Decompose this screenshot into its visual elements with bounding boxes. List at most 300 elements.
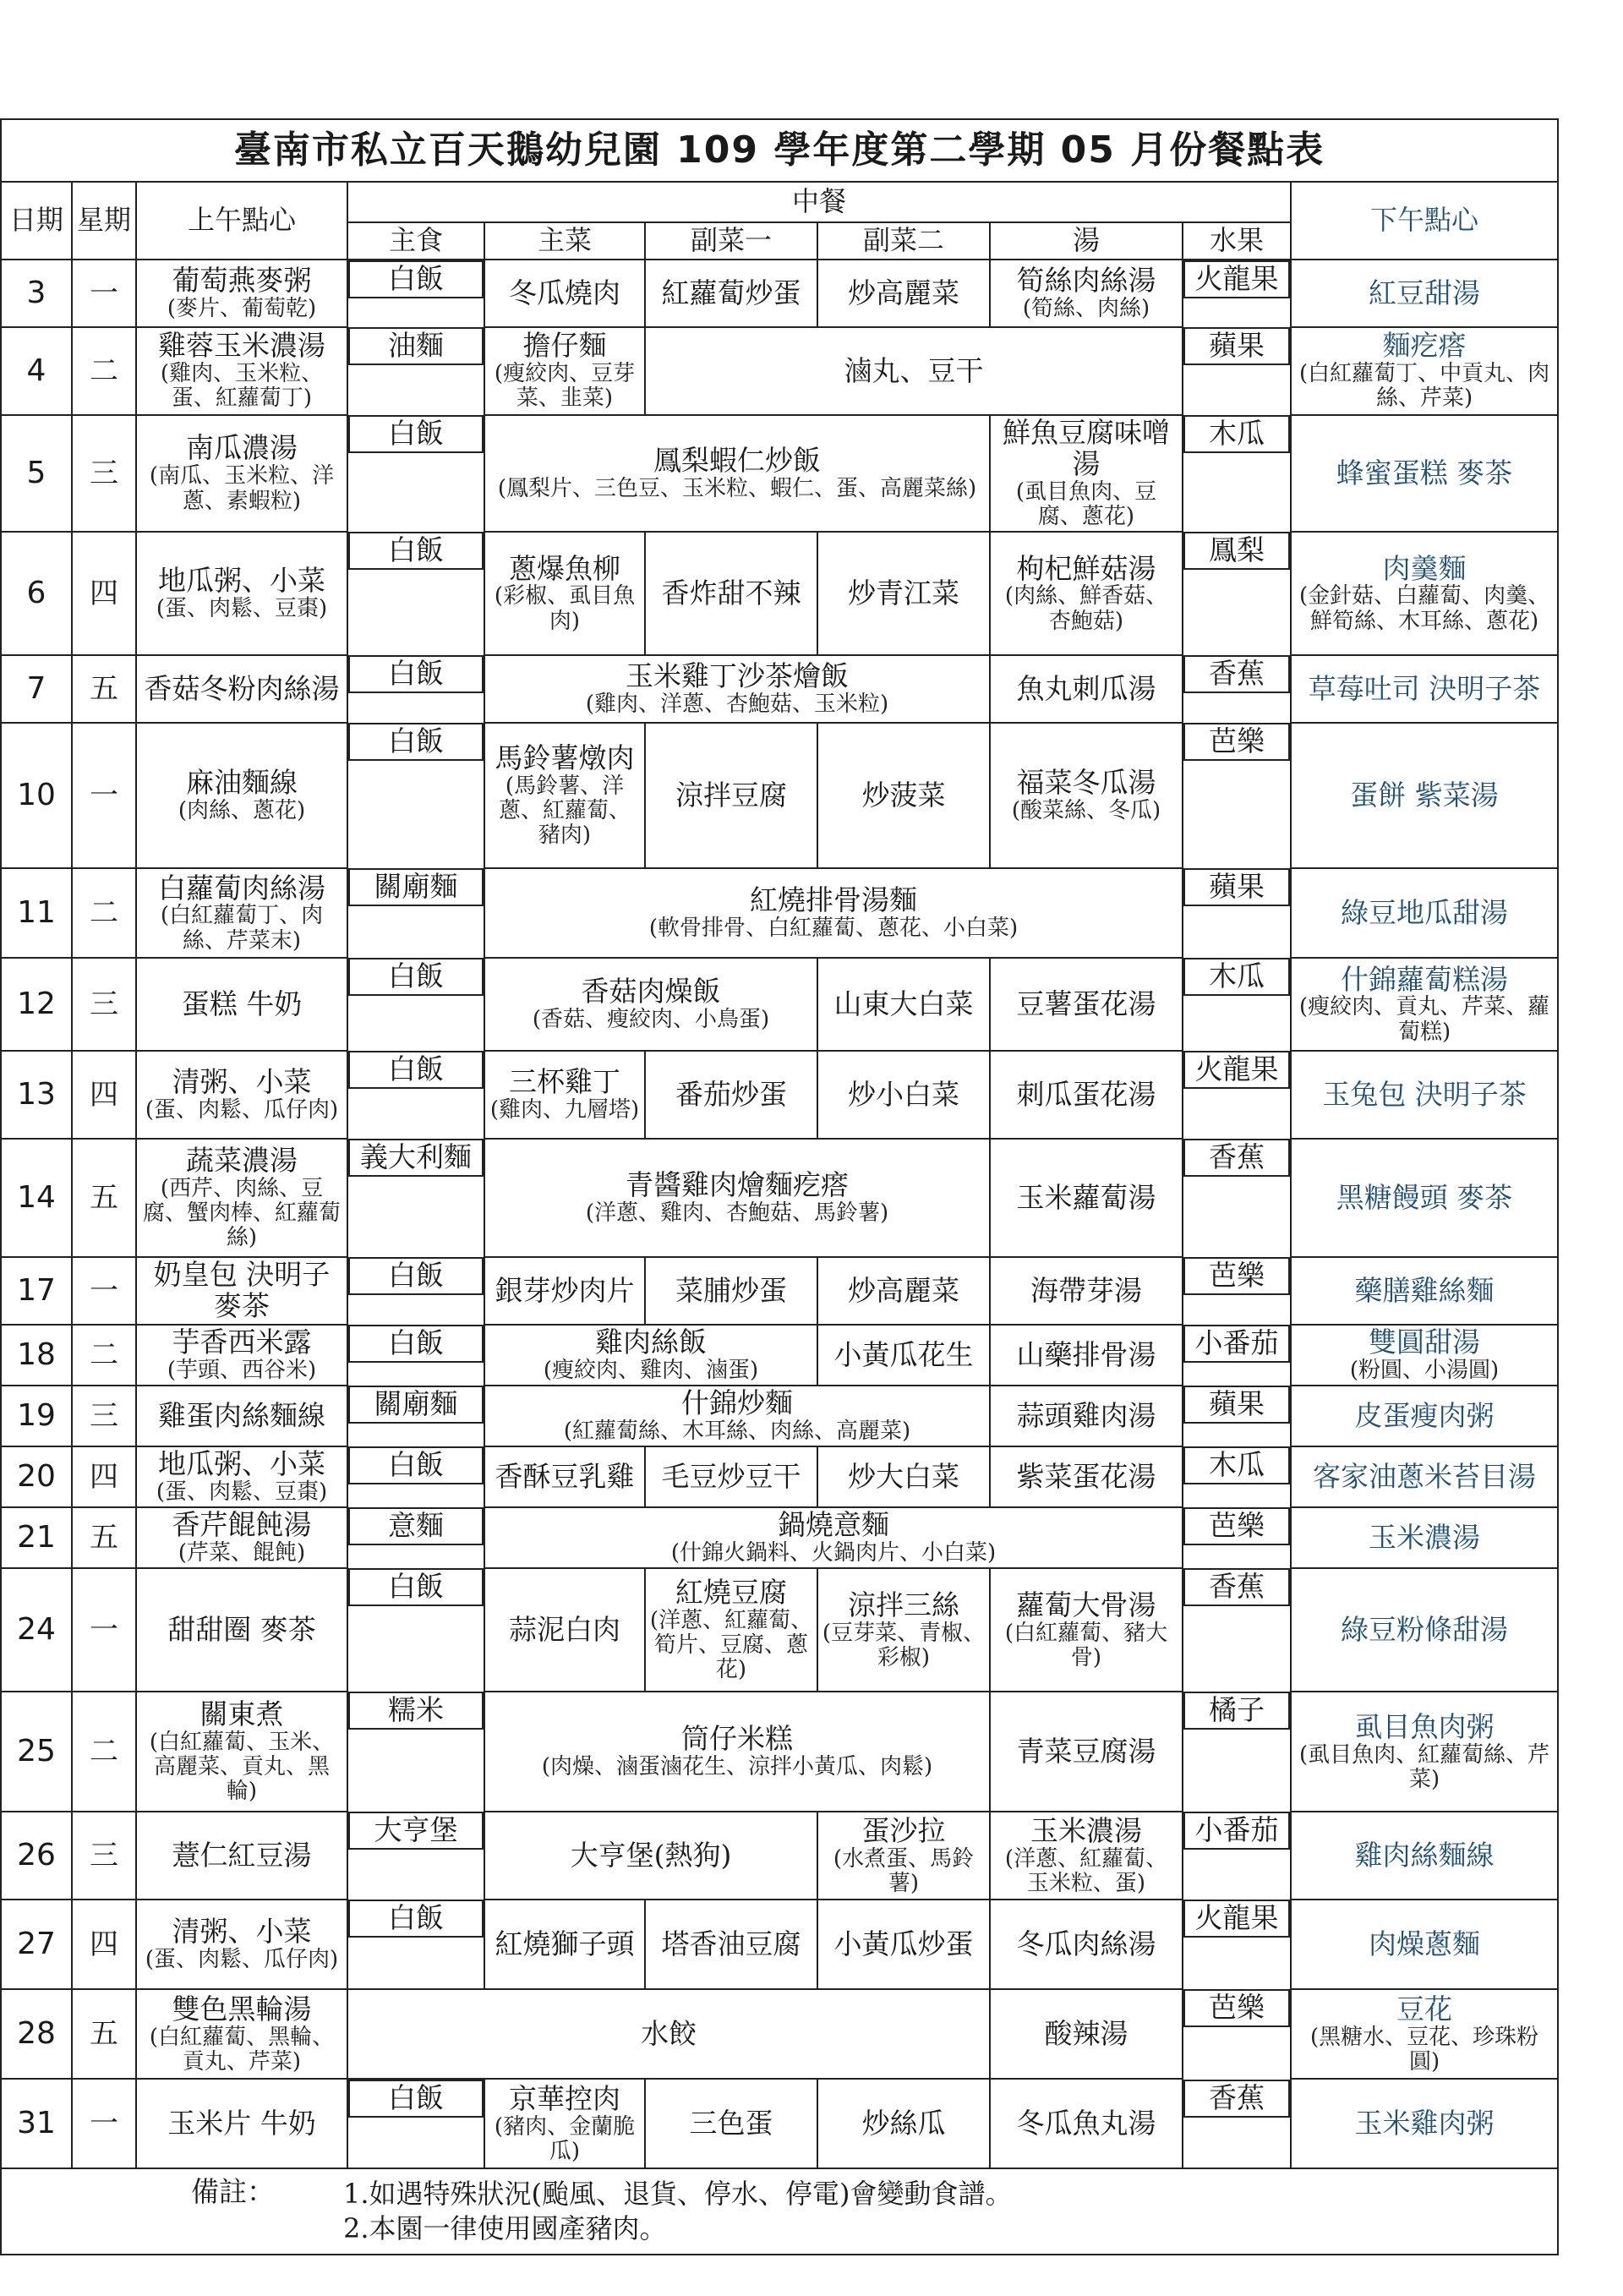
table-row <box>1 723 1558 868</box>
fruit-cell: 蘋果 <box>1183 868 1290 906</box>
side-dish-2-cell <box>817 958 990 1051</box>
header-morning-snack: 上午點心 <box>136 182 347 260</box>
date-cell: 26 <box>1 1812 72 1900</box>
morning-snack-cell-dish: 地瓜粥、小菜 <box>158 564 325 598</box>
soup-cell <box>990 655 1183 723</box>
soup-cell-dish: 玉米濃湯 <box>1030 1813 1142 1847</box>
main-dish-cell <box>484 327 645 415</box>
date-cell: 18 <box>1 1325 72 1386</box>
main-dish-cell-dish: 香菇肉燥飯 <box>581 975 721 1009</box>
header-lunch: 中餐 <box>347 182 1291 222</box>
main-dish-cell <box>484 2079 645 2168</box>
remarks-row <box>1 2168 1558 2255</box>
main-dish-cell <box>484 868 1183 958</box>
staple-cell: 白飯 <box>348 1568 484 1606</box>
table-row <box>1 1325 1558 1386</box>
afternoon-snack-cell-dish: 玉米濃湯 <box>1369 1520 1481 1554</box>
morning-snack-cell-dish: 雙色黑輪湯 <box>172 1992 312 2025</box>
main-dish-cell <box>484 1446 645 1507</box>
table-row <box>1 1812 1558 1900</box>
menu-table <box>0 118 1559 2255</box>
soup-cell-ingredients: (白紅蘿蔔、豬大骨) <box>1004 1620 1168 1670</box>
side-dish-2-cell-dish: 小黃瓜炒蛋 <box>833 1927 974 1960</box>
morning-snack-cell-ingredients: (南瓜、玉米粒、洋蔥、素蝦粒) <box>149 463 335 514</box>
remarks-lines <box>343 2177 1013 2247</box>
main-dish-cell-ingredients: (肉燥、滷蛋滷花生、涼拌小黃瓜、肉鬆) <box>541 1754 933 1780</box>
table-row <box>1 1386 1558 1446</box>
morning-snack-cell-ingredients: (芹菜、餛飩) <box>178 1540 306 1566</box>
main-dish-cell <box>484 1139 990 1257</box>
main-dish-cell <box>484 1051 645 1139</box>
staple-cell: 白飯 <box>348 655 484 693</box>
afternoon-snack-cell <box>1291 1989 1558 2079</box>
main-dish-cell-dish: 三杯雞丁 <box>509 1065 620 1099</box>
table-row <box>1 327 1558 415</box>
remarks <box>1 2168 1558 2255</box>
staple-cell: 白飯 <box>348 1446 484 1484</box>
afternoon-snack-cell-dish: 紅豆甜湯 <box>1369 276 1481 309</box>
morning-snack-cell-dish: 香菇冬粉肉絲湯 <box>144 671 340 705</box>
afternoon-snack-cell-dish: 綠豆粉條甜湯 <box>1341 1612 1509 1646</box>
main-dish-cell-dish: 鍋燒意麵 <box>778 1508 889 1542</box>
header-afternoon-snack: 下午點心 <box>1291 182 1558 260</box>
side-dish-2-cell <box>817 723 990 868</box>
soup-cell-dish: 蘿蔔大骨湯 <box>1016 1588 1156 1621</box>
table-row <box>1 1257 1558 1325</box>
main-dish-cell-dish: 青醬雞肉燴麵疙瘩 <box>626 1168 849 1202</box>
main-dish-cell-dish: 什錦炒麵 <box>681 1386 793 1420</box>
morning-snack-cell-ingredients: (蛋、肉鬆、瓜仔肉) <box>145 1097 339 1123</box>
soup-cell <box>990 1692 1183 1812</box>
afternoon-snack-cell <box>1291 1692 1558 1812</box>
side-dish-2-cell-dish: 炒絲瓜 <box>861 2106 946 2140</box>
table-row <box>1 260 1558 327</box>
weekday-cell: 三 <box>72 1812 136 1900</box>
main-dish-cell-dish: 鳳梨蝦仁炒飯 <box>653 444 821 478</box>
header-date: 日期 <box>1 182 72 260</box>
main-dish-cell-ingredients: (紅蘿蔔絲、木耳絲、肉絲、高麗菜) <box>563 1419 911 1445</box>
morning-snack-cell-ingredients: (白紅蘿蔔丁、肉絲、芹菜末) <box>160 903 324 954</box>
table-row <box>1 1446 1558 1507</box>
side-dish-2-cell-dish: 炒高麗菜 <box>848 276 959 309</box>
morning-snack-cell <box>136 2079 347 2168</box>
main-dish-cell-ingredients: (軟骨排骨、白紅蘿蔔、蔥花、小白菜) <box>648 916 1019 942</box>
side-dish-1-cell-dish: 香炸甜不辣 <box>661 576 801 610</box>
table-row <box>1 1507 1558 1568</box>
soup-cell-ingredients: (筍絲、肉絲) <box>1022 295 1150 321</box>
weekday-cell: 三 <box>72 415 136 532</box>
morning-snack-cell <box>136 327 347 415</box>
header-row-1 <box>1 182 1558 222</box>
main-dish-cell-dish: 玉米雞丁沙茶燴飯 <box>626 659 849 693</box>
soup-cell-ingredients: (酸菜絲、冬瓜) <box>1011 798 1161 824</box>
soup-cell-ingredients: (肉絲、鮮香菇、杏鮑菇) <box>1004 583 1168 634</box>
morning-snack-cell <box>136 958 347 1051</box>
side-dish-2-cell-dish: 炒大白菜 <box>848 1459 959 1493</box>
side-dish-2-cell <box>817 532 990 655</box>
main-dish-cell-dish: 紅燒獅子頭 <box>495 1927 635 1960</box>
soup-cell <box>990 415 1183 532</box>
soup-cell <box>990 1989 1183 2079</box>
afternoon-snack-cell-ingredients: (瘦絞肉、貢丸、芹菜、蘿蔔糕) <box>1298 994 1550 1045</box>
soup-cell <box>990 1446 1183 1507</box>
main-dish-cell-dish: 大亨堡(熱狗) <box>570 1838 732 1872</box>
weekday-cell: 五 <box>72 1989 136 2079</box>
date-cell: 27 <box>1 1900 72 1989</box>
afternoon-snack-cell-dish: 玉米雞肉粥 <box>1354 2106 1495 2140</box>
side-dish-2-cell-dish: 炒青江菜 <box>848 576 959 610</box>
morning-snack-cell <box>136 1139 347 1257</box>
morning-snack-cell-ingredients: (西芹、肉絲、豆腐、蟹肉棒、紅蘿蔔絲) <box>142 1175 341 1251</box>
side-dish-1-cell <box>645 1900 817 1989</box>
afternoon-snack-cell <box>1291 1257 1558 1325</box>
date-cell: 7 <box>1 655 72 723</box>
soup-cell <box>990 1139 1183 1257</box>
main-dish-cell <box>347 1989 990 2079</box>
morning-snack-cell-ingredients: (蛋、肉鬆、豆棗) <box>156 1479 328 1506</box>
table-row <box>1 2079 1558 2168</box>
afternoon-snack-cell-ingredients: (黑糖水、豆花、珍珠粉圓) <box>1309 2024 1539 2075</box>
side-dish-1-cell-dish: 紅燒豆腐 <box>675 1576 787 1610</box>
side-dish-1-cell <box>645 260 817 327</box>
main-dish-cell <box>484 723 645 868</box>
main-dish-cell-ingredients: (雞肉、洋蔥、杏鮑菇、玉米粒) <box>585 692 889 718</box>
fruit-cell: 火龍果 <box>1183 260 1290 298</box>
side-dish-2-cell-dish: 小黃瓜花生 <box>833 1337 974 1371</box>
afternoon-snack-cell <box>1291 2079 1558 2168</box>
date-cell: 11 <box>1 868 72 958</box>
side-dish-1-cell <box>645 1257 817 1325</box>
side-dish-cell-dish: 滷丸、豆干 <box>844 353 984 387</box>
weekday-cell: 一 <box>72 1568 136 1692</box>
afternoon-snack-cell-ingredients: (白紅蘿蔔丁、中貢丸、肉絲、芹菜) <box>1298 361 1550 412</box>
main-dish-cell-dish: 雞肉絲飯 <box>595 1326 707 1359</box>
table-row <box>1 532 1558 655</box>
morning-snack-cell <box>136 655 347 723</box>
staple-cell: 白飯 <box>348 1257 484 1295</box>
afternoon-snack-cell-dish: 蛋餅 紫菜湯 <box>1350 778 1499 812</box>
morning-snack-cell-dish: 地瓜粥、小菜 <box>158 1447 325 1481</box>
main-dish-cell-ingredients: (洋蔥、雞肉、杏鮑菇、馬鈴薯) <box>585 1200 889 1227</box>
side-dish-1-cell-dish: 番茄炒蛋 <box>675 1077 787 1111</box>
fruit-cell: 芭樂 <box>1183 1989 1290 2027</box>
table-row <box>1 415 1558 532</box>
soup-cell-dish: 冬瓜魚丸湯 <box>1016 2106 1156 2140</box>
table-row <box>1 868 1558 958</box>
remark-line: 2.本園一律使用國產豬肉。 <box>343 2212 667 2245</box>
afternoon-snack-cell-dish: 麵疙瘩 <box>1382 329 1467 363</box>
afternoon-snack-cell <box>1291 1446 1558 1507</box>
main-dish-cell-ingredients: (什錦火鍋料、火鍋肉片、小白菜) <box>670 1540 997 1566</box>
morning-snack-cell-ingredients: (麥片、葡萄乾) <box>167 295 317 321</box>
soup-cell-dish: 玉米蘿蔔湯 <box>1016 1180 1156 1214</box>
date-cell: 12 <box>1 958 72 1051</box>
soup-cell <box>990 1900 1183 1989</box>
side-dish-2-cell-ingredients: (豆芽菜、青椒、彩椒) <box>822 1620 986 1670</box>
morning-snack-cell-dish: 玉米片 牛奶 <box>167 2106 316 2140</box>
fruit-cell: 蘋果 <box>1183 327 1290 365</box>
afternoon-snack-cell-dish: 虱目魚肉粥 <box>1354 1709 1495 1743</box>
staple-cell: 白飯 <box>348 532 484 570</box>
side-dish-1-cell-dish: 菜脯炒蛋 <box>675 1273 787 1307</box>
afternoon-snack-cell-dish: 皮蛋瘦肉粥 <box>1354 1398 1495 1432</box>
morning-snack-cell-dish: 南瓜濃湯 <box>186 431 298 465</box>
soup-cell-dish: 枸杞鮮菇湯 <box>1016 551 1156 585</box>
staple-cell: 白飯 <box>348 1051 484 1089</box>
morning-snack-cell <box>136 723 347 868</box>
date-cell: 14 <box>1 1139 72 1257</box>
table-row <box>1 958 1558 1051</box>
side-dish-2-cell <box>817 1568 990 1692</box>
side-dish-2-cell <box>817 1257 990 1325</box>
fruit-cell: 火龍果 <box>1183 1900 1290 1938</box>
afternoon-snack-cell-ingredients: (金針菇、白蘿蔔、肉羹、鮮筍絲、木耳絲、蔥花) <box>1298 583 1550 634</box>
afternoon-snack-cell <box>1291 1568 1558 1692</box>
afternoon-snack-cell-dish: 藥膳雞絲麵 <box>1354 1273 1495 1307</box>
side-dish-1-cell-dish: 紅蘿蔔炒蛋 <box>661 276 801 309</box>
morning-snack-cell-dish: 奶皇包 決明子麥茶 <box>153 1258 331 1323</box>
main-dish-cell-dish: 水餃 <box>641 2016 697 2050</box>
morning-snack-cell-ingredients: (芋頭、西谷米) <box>167 1357 317 1383</box>
morning-snack-cell <box>136 260 347 327</box>
afternoon-snack-cell-dish: 什錦蘿蔔糕湯 <box>1341 962 1509 996</box>
main-dish-cell <box>484 532 645 655</box>
morning-snack-cell-dish: 薏仁紅豆湯 <box>172 1838 312 1872</box>
main-dish-cell <box>484 1257 645 1325</box>
soup-cell-dish: 豆薯蛋花湯 <box>1016 987 1156 1020</box>
main-dish-cell-dish: 蔥爆魚柳 <box>509 551 620 585</box>
remark-line: 1.如遇特殊狀況(颱風、退貨、停水、停電)會變動食譜。 <box>343 2177 1013 2210</box>
morning-snack-cell-dish: 蔬菜濃湯 <box>186 1143 298 1177</box>
weekday-cell: 一 <box>72 2079 136 2168</box>
soup-cell-dish: 紫菜蛋花湯 <box>1016 1459 1156 1493</box>
side-dish-2-cell-ingredients: (水煮蛋、馬鈴薯) <box>833 1845 975 1896</box>
fruit-cell: 香蕉 <box>1183 2080 1290 2118</box>
main-dish-cell-ingredients: (瘦絞肉、豆芽菜、韭菜) <box>494 361 636 412</box>
staple-cell: 白飯 <box>348 2080 484 2118</box>
afternoon-snack-cell <box>1291 260 1558 327</box>
afternoon-snack-cell-dish: 客家油蔥米苔目湯 <box>1313 1459 1537 1493</box>
afternoon-snack-cell <box>1291 1812 1558 1900</box>
side-dish-1-cell <box>645 532 817 655</box>
main-dish-cell <box>484 958 817 1051</box>
soup-cell-dish: 山藥排骨湯 <box>1016 1337 1156 1371</box>
morning-snack-cell <box>136 1989 347 2079</box>
soup-cell-dish: 青菜豆腐湯 <box>1016 1734 1156 1768</box>
afternoon-snack-cell <box>1291 958 1558 1051</box>
afternoon-snack-cell <box>1291 868 1558 958</box>
soup-cell <box>990 1257 1183 1325</box>
staple-cell: 義大利麵 <box>348 1139 484 1177</box>
date-cell: 21 <box>1 1507 72 1568</box>
morning-snack-cell <box>136 1386 347 1446</box>
fruit-cell: 小番茄 <box>1183 1812 1290 1850</box>
date-cell: 20 <box>1 1446 72 1507</box>
afternoon-snack-cell <box>1291 1507 1558 1568</box>
staple-cell: 意麵 <box>348 1507 484 1545</box>
staple-cell: 白飯 <box>348 723 484 761</box>
date-cell: 4 <box>1 327 72 415</box>
soup-cell <box>990 2079 1183 2168</box>
morning-snack-cell-dish: 雞蓉玉米濃湯 <box>158 329 325 363</box>
morning-snack-cell <box>136 415 347 532</box>
morning-snack-cell <box>136 868 347 958</box>
side-dish-1-cell <box>645 723 817 868</box>
header-staple: 主食 <box>347 222 484 260</box>
header-side-dish-2: 副菜二 <box>817 222 990 260</box>
date-cell: 5 <box>1 415 72 532</box>
soup-cell <box>990 1812 1183 1900</box>
table-row <box>1 1139 1558 1257</box>
morning-snack-cell-dish: 葡萄燕麥粥 <box>172 263 312 297</box>
soup-cell <box>990 1568 1183 1692</box>
soup-cell-ingredients: (虱目魚肉、豆腐、蔥花) <box>1015 478 1157 530</box>
morning-snack-cell-dish: 雞蛋肉絲麵線 <box>158 1398 325 1432</box>
morning-snack-cell <box>136 1051 347 1139</box>
afternoon-snack-cell-dish: 雞肉絲麵線 <box>1354 1838 1495 1872</box>
header-weekday: 星期 <box>72 182 136 260</box>
weekday-cell: 一 <box>72 723 136 868</box>
weekday-cell: 二 <box>72 1692 136 1812</box>
date-cell: 10 <box>1 723 72 868</box>
side-dish-2-cell <box>817 260 990 327</box>
side-dish-2-cell <box>817 1900 990 1989</box>
header-side-dish-1: 副菜一 <box>645 222 817 260</box>
morning-snack-cell <box>136 1900 347 1989</box>
main-dish-cell-dish: 香酥豆乳雞 <box>495 1459 635 1493</box>
soup-cell-dish: 鮮魚豆腐味噌湯 <box>1003 416 1170 480</box>
staple-cell: 關廟麵 <box>348 1386 484 1424</box>
main-dish-cell <box>484 1900 645 1989</box>
remarks-content <box>5 2174 1554 2247</box>
morning-snack-cell-dish: 清粥、小菜 <box>172 1065 312 1099</box>
soup-cell-dish: 魚丸刺瓜湯 <box>1016 671 1156 705</box>
side-dish-2-cell <box>817 1325 990 1386</box>
date-cell: 6 <box>1 532 72 655</box>
afternoon-snack-cell-dish: 雙圓甜湯 <box>1369 1326 1481 1359</box>
morning-snack-cell-ingredients: (肉絲、蔥花) <box>178 798 306 824</box>
morning-snack-cell <box>136 1812 347 1900</box>
morning-snack-cell <box>136 1568 347 1692</box>
morning-snack-cell-dish: 芋香西米露 <box>172 1326 312 1359</box>
main-dish-cell <box>484 1325 817 1386</box>
staple-cell: 糯米 <box>348 1692 484 1730</box>
afternoon-snack-cell <box>1291 1139 1558 1257</box>
side-dish-1-cell <box>645 1446 817 1507</box>
table-row <box>1 1692 1558 1812</box>
afternoon-snack-cell-dish: 肉燥蔥麵 <box>1369 1927 1481 1960</box>
weekday-cell: 四 <box>72 1900 136 1989</box>
afternoon-snack-cell-dish: 綠豆地瓜甜湯 <box>1341 895 1509 929</box>
side-dish-2-cell-dish: 蛋沙拉 <box>861 1813 946 1847</box>
main-dish-cell <box>484 1507 1183 1568</box>
fruit-cell: 小番茄 <box>1183 1325 1290 1363</box>
afternoon-snack-cell-dish: 玉兔包 決明子茶 <box>1322 1077 1527 1111</box>
soup-cell <box>990 723 1183 868</box>
soup-cell <box>990 1051 1183 1139</box>
weekday-cell: 三 <box>72 958 136 1051</box>
morning-snack-cell-dish: 甜甜圈 麥茶 <box>167 1612 316 1646</box>
header-fruit: 水果 <box>1183 222 1291 260</box>
staple-cell: 白飯 <box>348 1900 484 1938</box>
side-dish-2-cell <box>817 1051 990 1139</box>
soup-cell-dish: 蒜頭雞肉湯 <box>1016 1398 1156 1432</box>
table-row <box>1 1900 1558 1989</box>
soup-cell-dish: 福菜冬瓜湯 <box>1016 766 1156 800</box>
side-dish-2-cell-dish: 山東大白菜 <box>833 987 974 1020</box>
side-dish-2-cell-dish: 炒高麗菜 <box>848 1273 959 1307</box>
weekday-cell: 五 <box>72 1507 136 1568</box>
afternoon-snack-cell <box>1291 655 1558 723</box>
weekday-cell: 五 <box>72 1139 136 1257</box>
date-cell: 25 <box>1 1692 72 1812</box>
afternoon-snack-cell <box>1291 723 1558 868</box>
fruit-cell: 蘋果 <box>1183 1386 1290 1424</box>
weekday-cell: 一 <box>72 1257 136 1325</box>
fruit-cell: 芭樂 <box>1183 723 1290 761</box>
staple-cell: 白飯 <box>348 415 484 453</box>
staple-cell: 油麵 <box>348 327 484 365</box>
morning-snack-cell <box>136 1325 347 1386</box>
morning-snack-cell <box>136 1446 347 1507</box>
fruit-cell: 香蕉 <box>1183 1568 1290 1606</box>
soup-cell-dish: 酸辣湯 <box>1044 2016 1128 2050</box>
afternoon-snack-cell-ingredients: (粉圓、小湯圓) <box>1349 1357 1500 1383</box>
side-dish-1-cell-dish: 三色蛋 <box>689 2106 773 2140</box>
fruit-cell: 香蕉 <box>1183 1139 1290 1177</box>
staple-cell: 白飯 <box>348 260 484 298</box>
soup-cell-dish: 海帶芽湯 <box>1030 1273 1142 1307</box>
main-dish-cell <box>484 415 990 532</box>
fruit-cell: 鳳梨 <box>1183 532 1290 570</box>
remarks-label: 備註： <box>191 2174 275 2208</box>
morning-snack-cell <box>136 532 347 655</box>
morning-snack-cell-dish: 白蘿蔔肉絲湯 <box>158 871 325 905</box>
afternoon-snack-cell-dish: 肉羹麵 <box>1382 551 1467 585</box>
header-main-dish: 主菜 <box>484 222 645 260</box>
main-dish-cell-dish: 紅燒排骨湯麵 <box>750 883 917 917</box>
main-dish-cell <box>484 1568 645 1692</box>
fruit-cell: 橘子 <box>1183 1692 1290 1730</box>
soup-cell <box>990 260 1183 327</box>
morning-snack-cell-ingredients: (蛋、肉鬆、豆棗) <box>156 596 328 622</box>
morning-snack-cell-ingredients: (雞肉、玉米粒、蛋、紅蘿蔔丁) <box>160 361 324 412</box>
date-cell: 19 <box>1 1386 72 1446</box>
main-dish-cell <box>484 1692 990 1812</box>
soup-cell <box>990 1386 1183 1446</box>
side-dish-2-cell-dish: 炒菠菜 <box>861 778 946 812</box>
fruit-cell: 木瓜 <box>1183 1446 1290 1484</box>
main-dish-cell-ingredients: (香菇、瘦絞肉、小鳥蛋) <box>532 1007 770 1033</box>
side-dish-2-cell <box>817 2079 990 2168</box>
main-dish-cell <box>484 655 990 723</box>
main-dish-cell-dish: 銀芽炒肉片 <box>495 1273 635 1307</box>
afternoon-snack-cell <box>1291 327 1558 415</box>
staple-cell: 大亨堡 <box>348 1812 484 1850</box>
soup-cell <box>990 958 1183 1051</box>
weekday-cell: 二 <box>72 327 136 415</box>
fruit-cell: 香蕉 <box>1183 655 1290 693</box>
afternoon-snack-cell-dish: 黑糖饅頭 麥茶 <box>1336 1180 1513 1214</box>
afternoon-snack-cell <box>1291 415 1558 532</box>
title-row <box>1 119 1558 182</box>
main-dish-cell-ingredients: (雞肉、九層塔) <box>489 1097 640 1123</box>
morning-snack-cell-dish: 香芹餛飩湯 <box>172 1508 312 1542</box>
weekday-cell: 五 <box>72 655 136 723</box>
morning-snack-cell <box>136 1507 347 1568</box>
side-dish-2-cell-dish: 炒小白菜 <box>848 1077 959 1111</box>
morning-snack-cell <box>136 1692 347 1812</box>
